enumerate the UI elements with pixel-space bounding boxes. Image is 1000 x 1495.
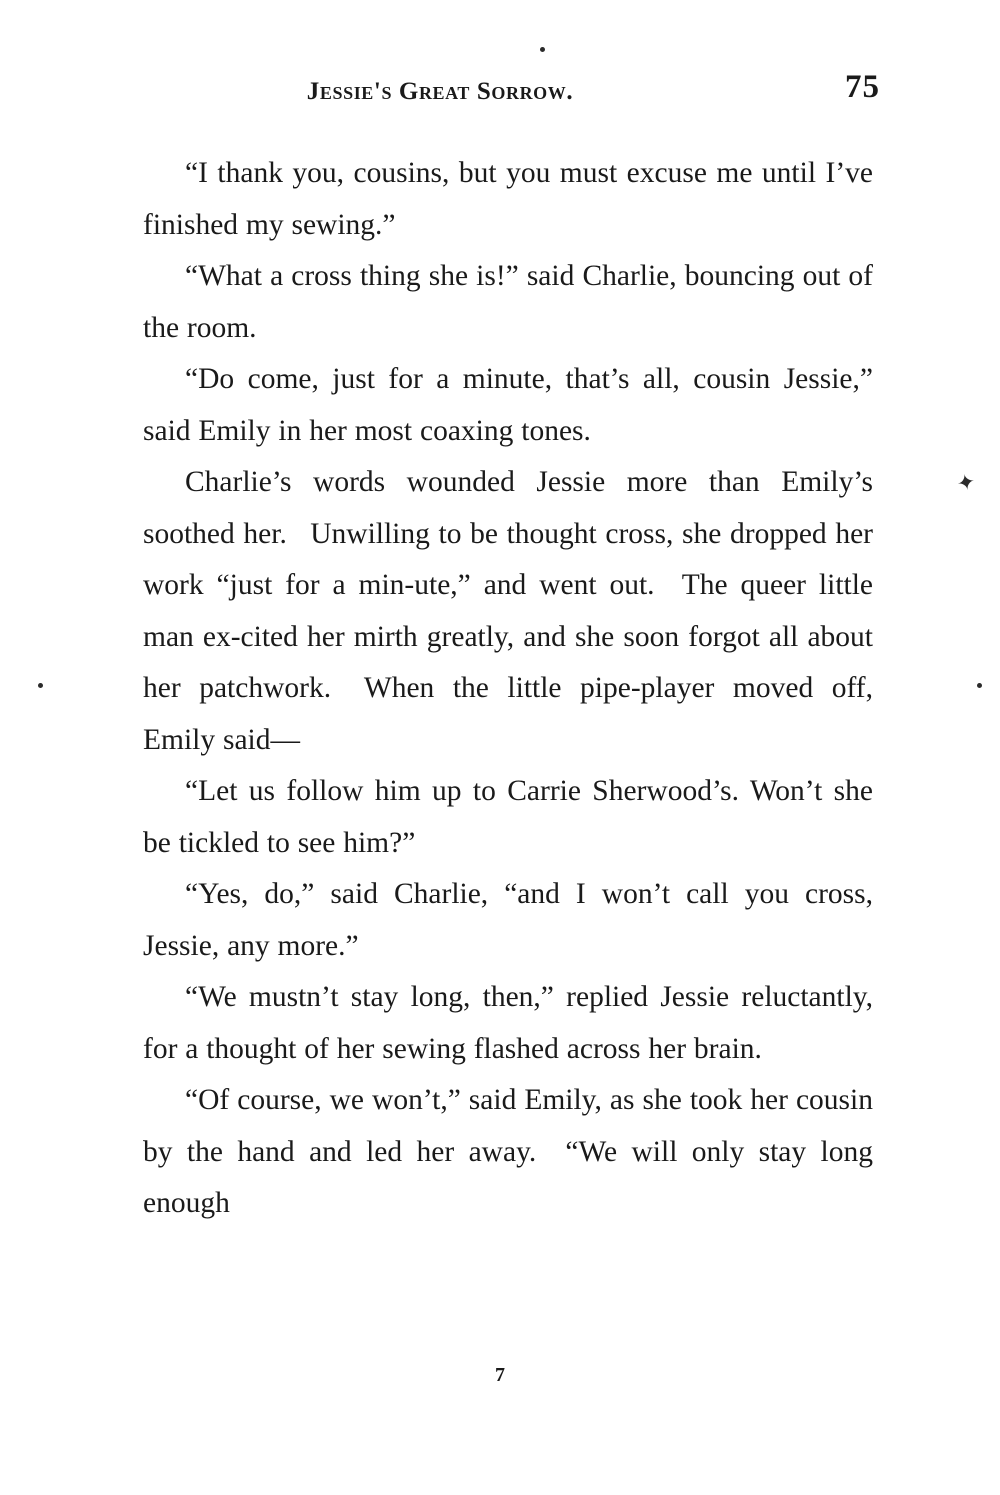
page-number: 75 — [845, 69, 880, 105]
page-speck-right — [977, 683, 982, 688]
paragraph: “What a cross thing she is!” said Charlie, bouncing out of the room. — [143, 260, 873, 344]
paragraph: “Let us follow him up to Carrie Sherwood’s. Won’t she be tickled to see him?” — [143, 775, 873, 859]
margin-mark: ✦ — [954, 468, 978, 497]
running-head: Jessie's Great Sorrow. — [306, 78, 574, 105]
paragraph: “Of course, we won’t,” said Emily, as she took her cousin by the hand and led her away. “We will only stay long enough — [143, 1084, 873, 1219]
paragraph: “Yes, do,” said Charlie, “and I won’t call you cross, Jessie, any more.” — [143, 878, 873, 962]
page-header — [140, 69, 880, 118]
page-speck-top — [540, 47, 545, 52]
page-body — [143, 148, 873, 1230]
paragraph: “We mustn’t stay long, then,” replied Jessie reluctantly, for a thought of her sewing flashed across her brain. — [143, 981, 873, 1065]
page-speck-left — [38, 683, 43, 688]
paragraph: “I thank you, cousins, but you must excuse me until I’ve finished my sewing.” — [143, 157, 873, 241]
signature-mark: 7 — [495, 1364, 505, 1386]
paragraph: Charlie’s words wounded Jessie more than Emily’s soothed her. Unwilling to be thought cross, she dropped her work “just for a min-ute,” and went out. The queer little man ex-cited her mirth greatly, and she soon forgot all about her patchwork. When the little pipe-player moved off, Emily said— — [143, 466, 873, 756]
paragraph: “Do come, just for a minute, that’s all, cousin Jessie,” said Emily in her most coaxing tones. — [143, 363, 873, 447]
